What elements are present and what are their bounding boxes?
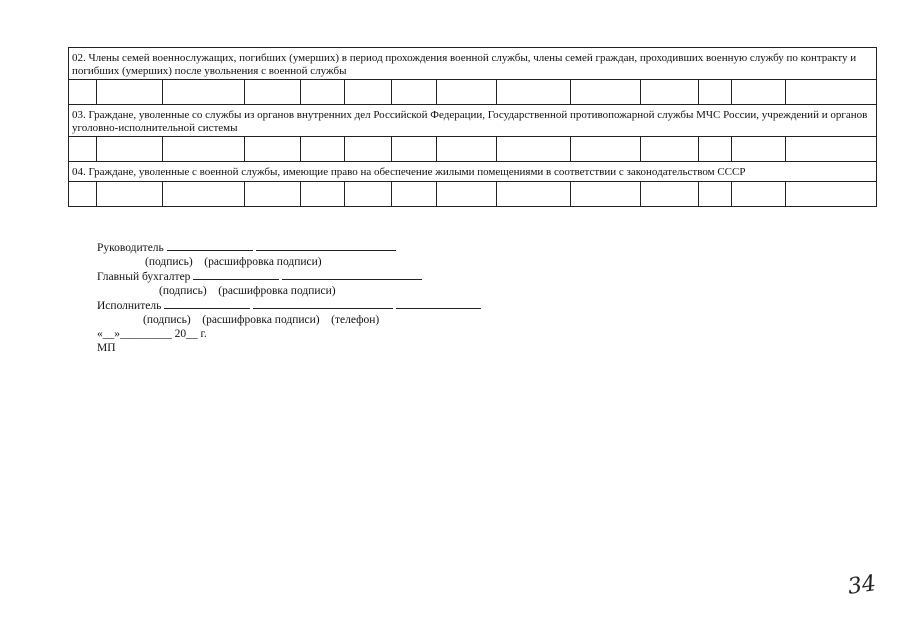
- table-cell: [392, 181, 437, 206]
- table-cell: [497, 137, 571, 162]
- table-cell: [97, 80, 163, 105]
- stamp-label: МП: [97, 342, 116, 354]
- table-cell: [245, 80, 301, 105]
- table-cell: [497, 181, 571, 206]
- table-cell: [301, 80, 345, 105]
- head-signature-line: [97, 240, 481, 255]
- table-cell: [437, 80, 497, 105]
- head-label: Руководитель: [97, 242, 164, 254]
- table-cell: [345, 137, 392, 162]
- executor-signature-line: [97, 298, 481, 313]
- executor-label: Исполнитель: [97, 300, 162, 312]
- table-cell: [163, 181, 245, 206]
- executor-caption: (подпись) (расшифровка подписи) (телефон): [143, 314, 380, 326]
- signature-blank: [167, 240, 253, 251]
- table-cell: [301, 181, 345, 206]
- table-cell: [699, 181, 732, 206]
- accountant-label: Главный бухгалтер: [97, 271, 191, 283]
- table-cell: [245, 137, 301, 162]
- table-cell: [392, 80, 437, 105]
- table-cell: [732, 137, 786, 162]
- table-cell: [97, 181, 163, 206]
- table-cell: [437, 137, 497, 162]
- table-cell: [245, 181, 301, 206]
- table-cell: [641, 181, 699, 206]
- signature-block: [97, 240, 481, 355]
- table-cell: [641, 80, 699, 105]
- table-cell: [699, 80, 732, 105]
- section-02-text: 02. Члены семей военнослужащих, погибших (умерших) в период прохождения военной службы, члены семей граждан, проходивших военную службу по контракту и погибших (умерших) после увольнения с военной службы: [69, 48, 877, 80]
- table-cell: [732, 181, 786, 206]
- section-03-text: 03. Граждане, уволенные со службы из органов внутренних дел Российской Федерации, Государственной противопожарной службы МЧС России, учреждений и органов уголовно-исполнительной системы: [69, 105, 877, 137]
- table-cell: [392, 137, 437, 162]
- name-blank: [253, 298, 393, 309]
- table-cell: [163, 137, 245, 162]
- table-cell: [497, 80, 571, 105]
- table-cell: [345, 181, 392, 206]
- table-cell: [69, 80, 97, 105]
- accountant-caption: (подпись) (расшифровка подписи): [159, 285, 336, 297]
- table-cell: [69, 137, 97, 162]
- table-cell: [163, 80, 245, 105]
- section-04-text: 04. Граждане, уволенные с военной службы, имеющие право на обеспечение жилыми помещениями в соответствии с законодательством СССР: [69, 162, 877, 182]
- page-number: 34: [846, 571, 878, 600]
- table-cell: [571, 137, 641, 162]
- accountant-signature-line: [97, 269, 481, 284]
- table-cell: [732, 80, 786, 105]
- table-cell: [345, 80, 392, 105]
- data-row-02: [69, 80, 877, 105]
- table-cell: [786, 137, 877, 162]
- table-cell: [641, 137, 699, 162]
- table-cell: [97, 137, 163, 162]
- name-blank: [256, 240, 396, 251]
- table-cell: [571, 181, 641, 206]
- table-cell: [699, 137, 732, 162]
- table-cell: [786, 181, 877, 206]
- table-cell: [69, 181, 97, 206]
- report-table: [68, 47, 877, 207]
- phone-blank: [396, 298, 481, 309]
- table-cell: [437, 181, 497, 206]
- section-row-02: [69, 48, 877, 80]
- data-row-04: [69, 181, 877, 206]
- section-row-03: [69, 105, 877, 137]
- date-line: «__»_________ 20__ г.: [97, 328, 207, 340]
- name-blank: [282, 269, 422, 280]
- table-cell: [786, 80, 877, 105]
- signature-blank: [164, 298, 250, 309]
- signature-blank: [193, 269, 279, 280]
- table-cell: [571, 80, 641, 105]
- table-cell: [301, 137, 345, 162]
- data-row-03: [69, 137, 877, 162]
- section-row-04: [69, 162, 877, 182]
- head-caption: (подпись) (расшифровка подписи): [145, 256, 322, 268]
